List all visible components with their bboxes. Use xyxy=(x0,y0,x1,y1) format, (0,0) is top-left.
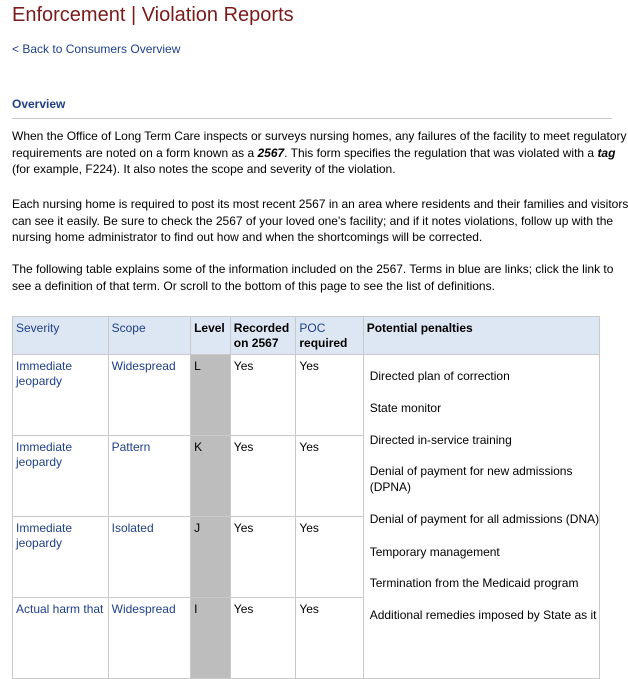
scope-cell[interactable]: Isolated xyxy=(108,517,190,598)
recorded-cell: Yes xyxy=(230,436,296,517)
intro-line-1: When the Office of Long Term Care inspects or surveys nursing homes, any failures of the facility to meet regulatory xyxy=(12,129,627,143)
penalty-item: Termination from the Medicaid program xyxy=(369,576,579,590)
poc-cell: Yes xyxy=(296,517,363,598)
posting-line-2: can see it easily. Be sure to check the 2567 of your loved one's facility; and if it notes violations, follow up with the xyxy=(12,213,614,228)
tag-term: tag xyxy=(597,145,616,160)
overview-heading: Overview xyxy=(12,97,66,111)
table-intro-line-1: The following table explains some of the information included on the 2567. Terms in blue are links; click the link to xyxy=(12,262,614,276)
level-cell: K xyxy=(191,436,231,517)
back-to-consumers-link[interactable]: < Back to Consumers Overview xyxy=(12,42,181,56)
recorded-cell: Yes xyxy=(230,355,296,436)
scope-cell[interactable]: Pattern xyxy=(108,436,190,517)
header-severity[interactable]: Severity xyxy=(13,317,109,355)
penalty-item: Directed plan of correction xyxy=(369,369,510,383)
table-intro-paragraph xyxy=(12,261,612,294)
header-level: Level xyxy=(191,317,231,355)
table-header-row xyxy=(13,317,600,355)
scope-cell[interactable]: Widespread xyxy=(108,598,190,679)
form-2567-term: 2567 xyxy=(257,145,285,160)
poc-cell: Yes xyxy=(296,436,363,517)
intro-paragraph xyxy=(12,128,627,178)
posting-line-3: nursing home administrator to find out how and when the shortcomings will be corrected. xyxy=(12,230,483,244)
penalties-cell xyxy=(363,355,599,679)
penalty-item: Additional remedies imposed by State as it xyxy=(369,608,597,622)
penalty-item: Directed in-service training xyxy=(369,433,512,447)
severity-cell[interactable]: Immediate jeopardy xyxy=(13,355,109,436)
penalty-item: Denial of payment for new admissions xyxy=(369,464,573,478)
penalty-item: Temporary management xyxy=(369,545,500,559)
level-cell: J xyxy=(191,517,231,598)
header-penalties: Potential penalties xyxy=(363,317,599,355)
table-row xyxy=(13,355,600,436)
intro-line-2: requirements are noted on a form known as a 2567. This form specifies the regulation that was violated with a tag xyxy=(12,145,616,160)
table-intro-line-2: see a definition of that term. Or scroll to the bottom of this page to see the list of definitions. xyxy=(12,278,495,293)
page-title: Enforcement | Violation Reports xyxy=(12,4,294,26)
severity-cell[interactable]: Immediate jeopardy xyxy=(13,436,109,517)
recorded-cell: Yes xyxy=(230,517,296,598)
poc-cell: Yes xyxy=(296,598,363,679)
penalty-item: Denial of payment for all admissions (DNA) xyxy=(369,512,600,526)
posting-line-1: Each nursing home is required to post its most recent 2567 in an area where residents and their families and visitors xyxy=(12,197,628,211)
intro-line-3: (for example, F224). It also notes the scope and severity of the violation. xyxy=(12,162,396,176)
severity-cell[interactable]: Immediate jeopardy xyxy=(13,517,109,598)
severity-cell[interactable]: Actual harm that xyxy=(13,598,109,679)
penalty-item: State monitor xyxy=(369,401,442,415)
header-recorded: Recorded on 2567 xyxy=(230,317,296,355)
posting-paragraph xyxy=(12,196,628,246)
violation-table xyxy=(12,316,600,679)
recorded-cell: Yes xyxy=(230,598,296,679)
overview-section-header xyxy=(12,95,612,119)
poc-cell: Yes xyxy=(296,355,363,436)
level-cell: L xyxy=(191,355,231,436)
scope-cell[interactable]: Widespread xyxy=(108,355,190,436)
header-scope[interactable]: Scope xyxy=(108,317,190,355)
level-cell: I xyxy=(191,598,231,679)
penalty-item: (DPNA) xyxy=(369,480,412,494)
header-poc[interactable]: POC required xyxy=(296,317,363,355)
